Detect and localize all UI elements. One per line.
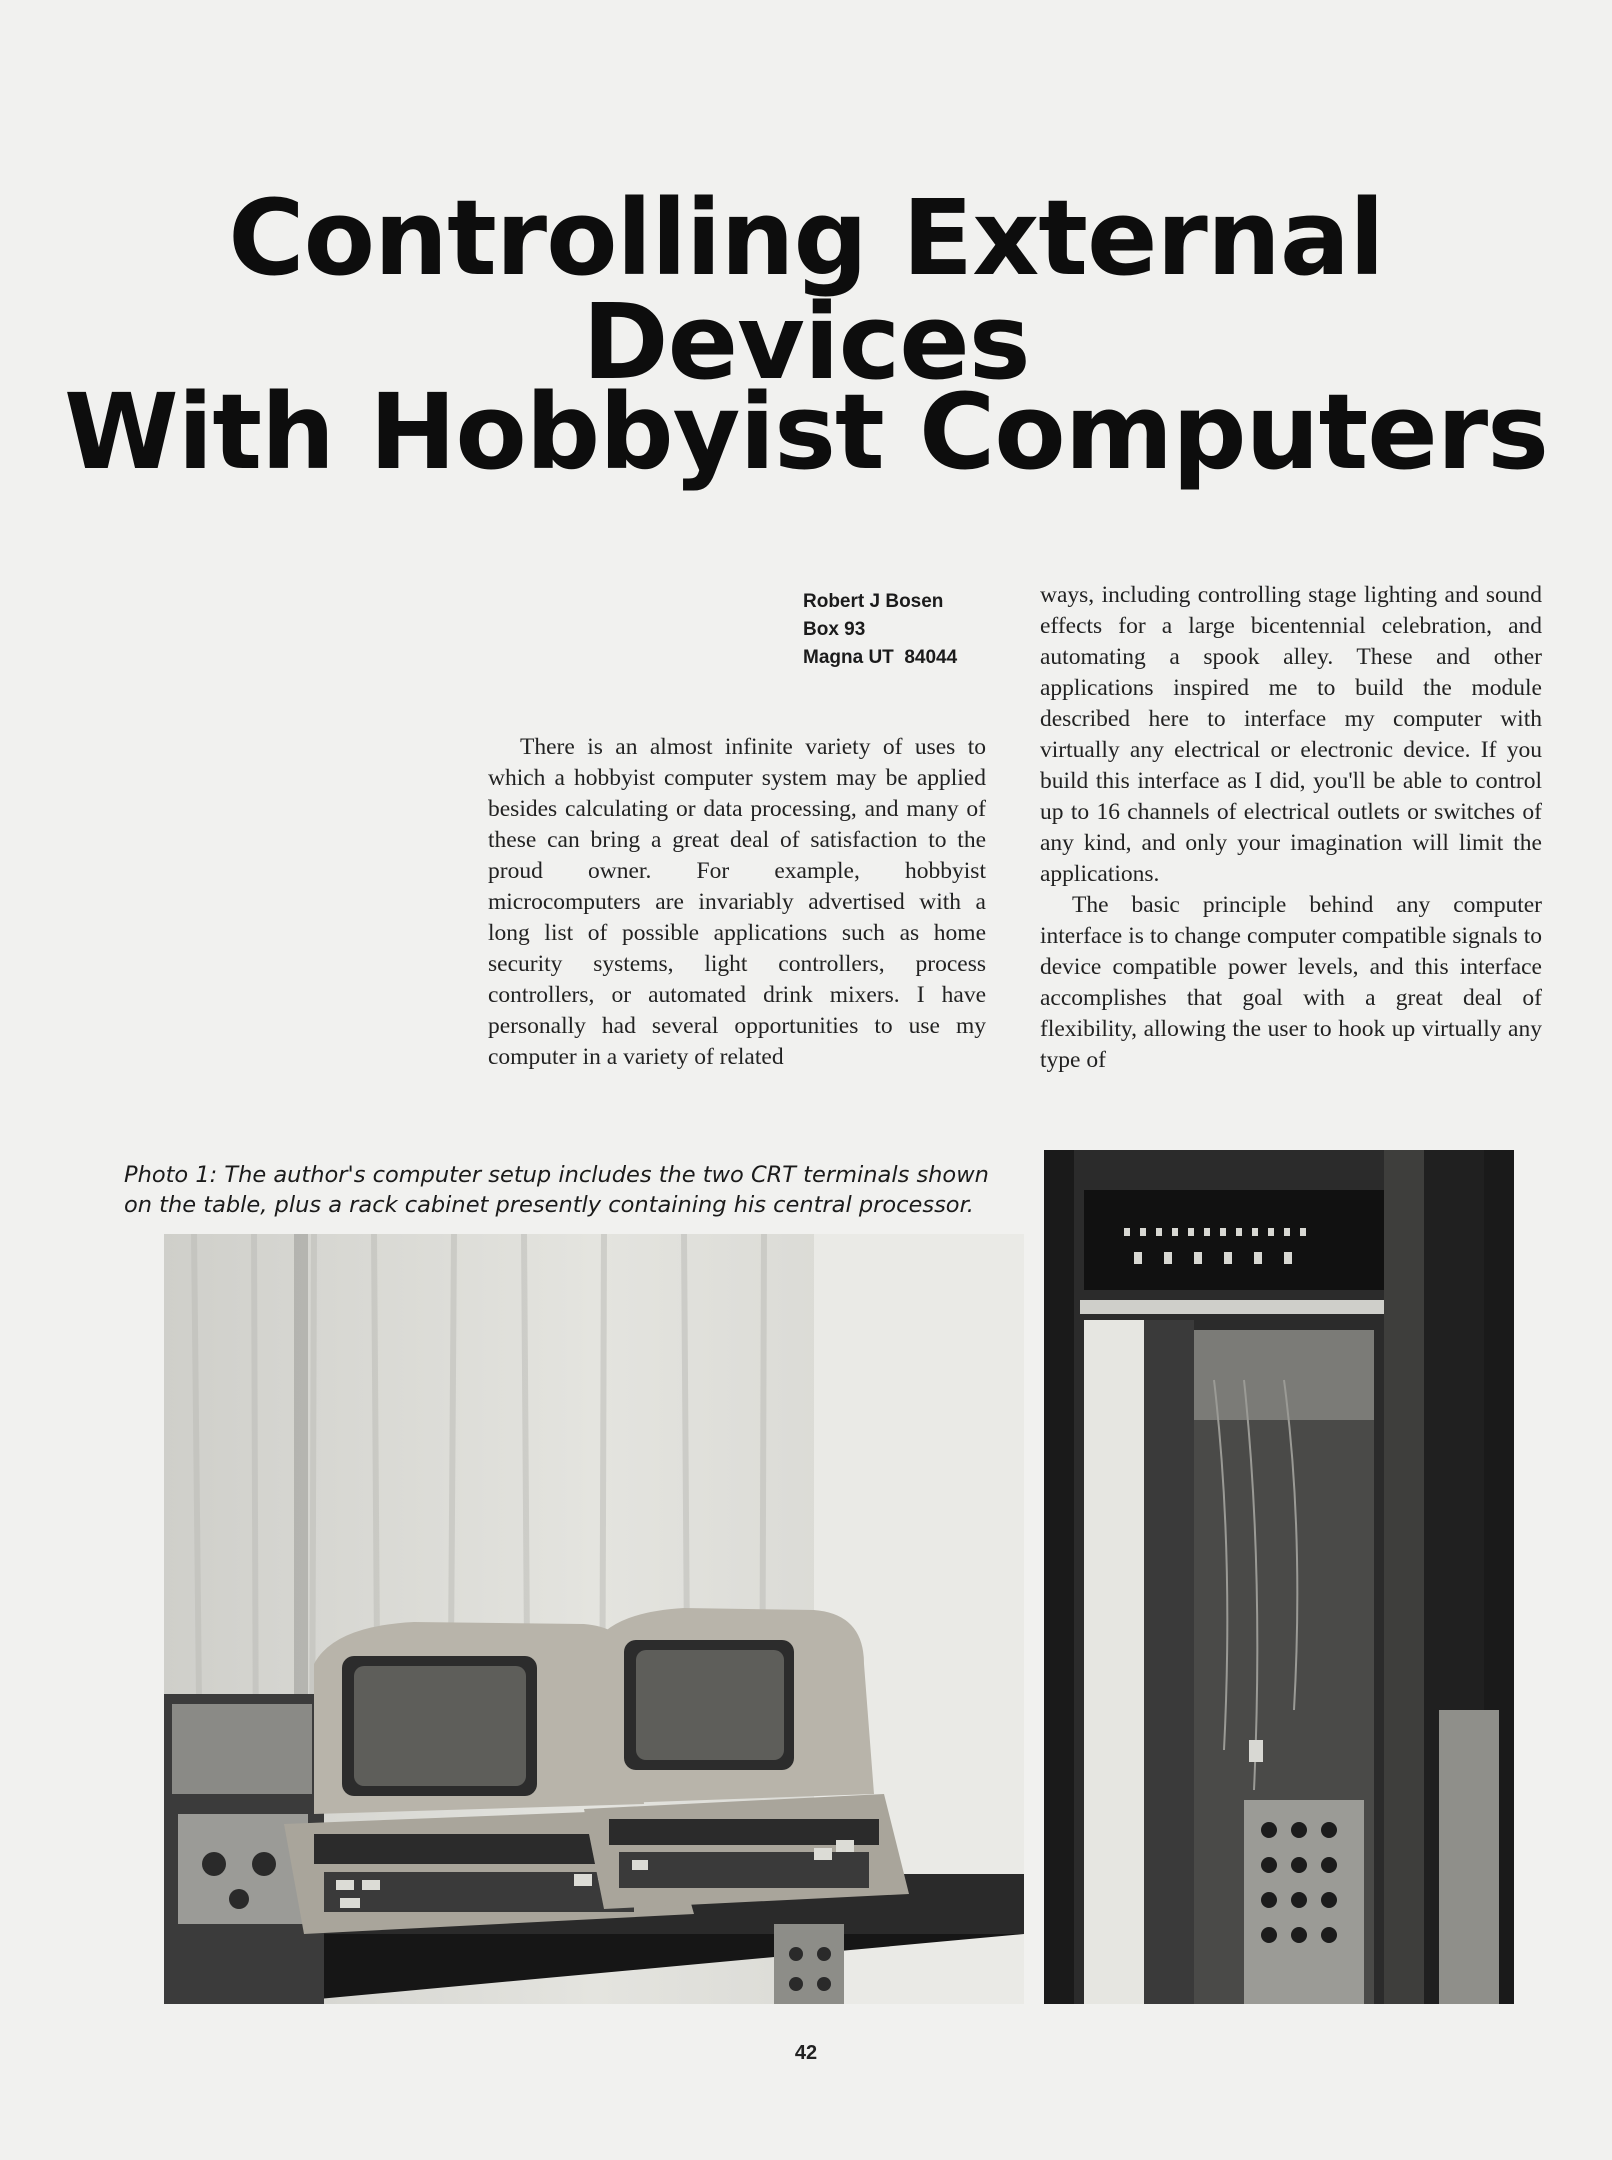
body-column-left — [488, 732, 986, 1073]
body-paragraph: The basic principle behind any computer interface is to change computer compatible signals to device compatible power levels, and this interface accomplishes that goal with a great deal of flexibility, allowing the user to hook up virtually any type of — [1040, 892, 1542, 1073]
rack-photo-illustration — [1044, 1150, 1514, 2004]
terminals-photo-illustration — [164, 1234, 1024, 2004]
article-title-line-2: With Hobbyist Computers — [63, 371, 1549, 493]
photo-caption-line-1: Photo 1: The author's computer setup includes the two CRT terminals shown — [124, 1162, 989, 1188]
photo-caption — [124, 1160, 1004, 1220]
author-name: Robert J Bosen — [803, 591, 944, 612]
photo-rack-cabinet — [1044, 1150, 1514, 2004]
page-number: 42 — [794, 2042, 818, 2064]
author-byline — [803, 588, 1003, 672]
body-paragraph: ways, including controlling stage lighting and sound effects for a large bicentennial celebration, and automating a spook alley. These and other applications inspired me to build the module described here to interface my computer with virtually any electrical or electronic device. If you build this interface as I did, you'll be able to control up to 16 channels of electrical outlets or switches of any kind, and only your imagination will limit the applications. — [1040, 582, 1542, 887]
body-column-right — [1040, 580, 1542, 1076]
body-paragraph: There is an almost infinite variety of uses to which a hobbyist computer system may be applied besides calculating or data processing, and many of these can bring a great deal of satisfaction to the proud owner. For example, hobbyist microcomputers are invariably advertised with a long list of possible applications such as home security systems, light controllers, process controllers, or automated drink mixers. I have personally had several opportunities to use my computer in a variety of related — [488, 734, 986, 1070]
article-title-line-1: Controlling External Devices — [228, 177, 1384, 403]
photo-terminals — [164, 1234, 1024, 2004]
photo-caption-line-2: on the table, plus a rack cabinet presently containing his central processor. — [124, 1192, 974, 1218]
author-address-line-1: Box 93 — [803, 619, 866, 640]
author-address-line-2: Magna UT 84044 — [803, 647, 958, 668]
crt-terminal-2 — [584, 1608, 909, 1909]
